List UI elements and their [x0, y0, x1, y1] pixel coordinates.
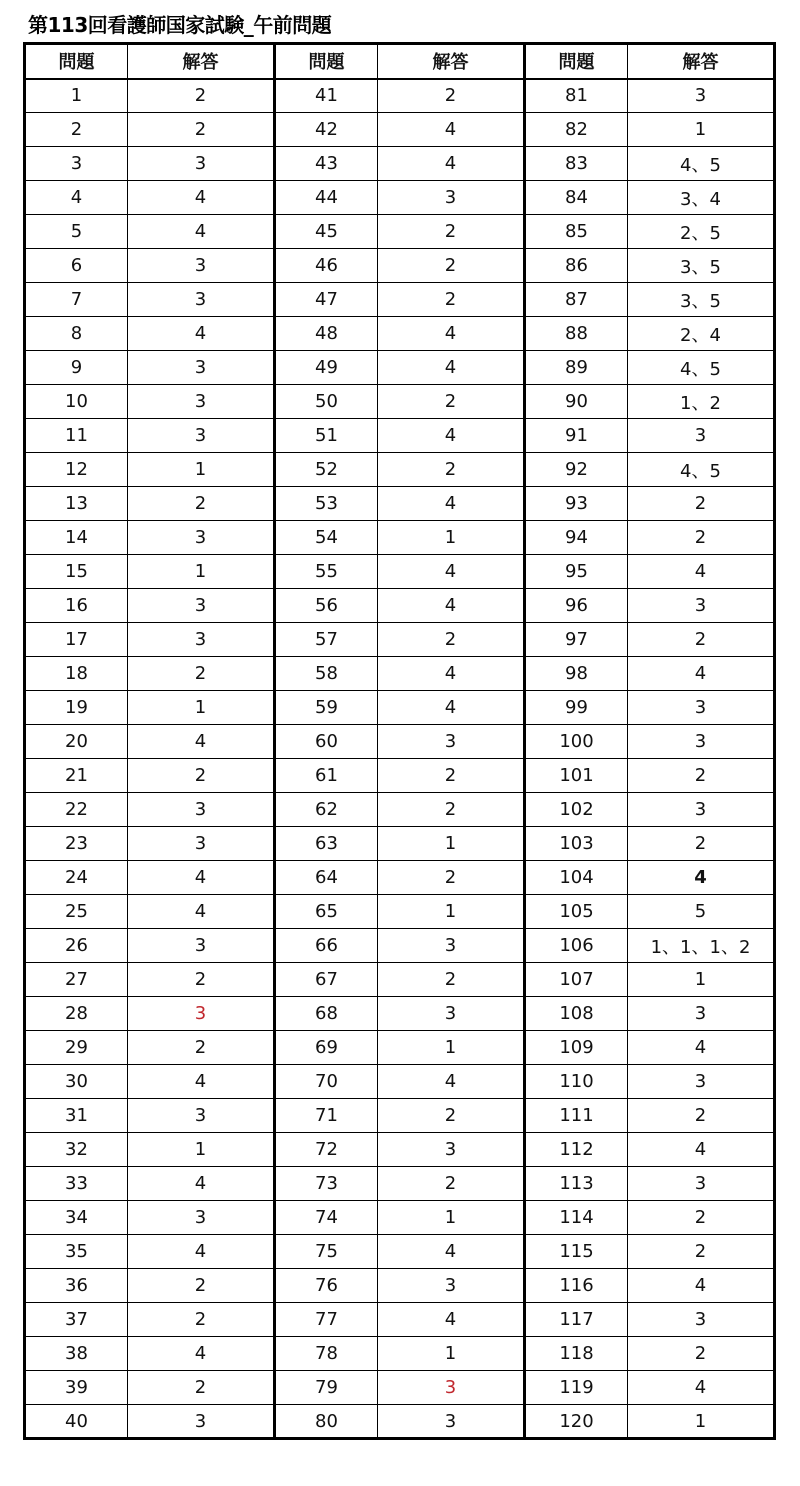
table-row: [25, 181, 775, 215]
table-row: [25, 521, 775, 555]
question-number-cell: 12: [25, 453, 128, 487]
answer-cell: 3: [378, 1405, 525, 1439]
question-number-cell: 19: [25, 691, 128, 725]
answer-cell: 4: [628, 555, 775, 589]
answer-cell: 3: [128, 1405, 275, 1439]
column-header-answer: 解答: [378, 44, 525, 79]
answer-cell: 4: [378, 419, 525, 453]
answer-cell: 2: [378, 1099, 525, 1133]
question-number-cell: 88: [525, 317, 628, 351]
question-number-cell: 102: [525, 793, 628, 827]
question-number-cell: 73: [275, 1167, 378, 1201]
question-number-cell: 3: [25, 147, 128, 181]
table-row: [25, 79, 775, 113]
answer-cell: 2: [378, 623, 525, 657]
question-number-cell: 113: [525, 1167, 628, 1201]
question-number-cell: 42: [275, 113, 378, 147]
answer-cell: 3: [378, 181, 525, 215]
question-number-cell: 36: [25, 1269, 128, 1303]
answer-cell: 3: [378, 1269, 525, 1303]
question-number-cell: 44: [275, 181, 378, 215]
answer-cell: 1: [128, 1133, 275, 1167]
question-number-cell: 75: [275, 1235, 378, 1269]
question-number-cell: 31: [25, 1099, 128, 1133]
question-number-cell: 14: [25, 521, 128, 555]
answer-cell: 3: [378, 1133, 525, 1167]
answer-cell: 3: [128, 249, 275, 283]
answer-cell: 2: [378, 793, 525, 827]
answer-cell: 2: [128, 1269, 275, 1303]
table-row: [25, 861, 775, 895]
answer-cell: 4: [128, 215, 275, 249]
answer-cell: 2: [128, 1303, 275, 1337]
answer-cell: 3: [128, 793, 275, 827]
answer-cell: 3、5: [628, 249, 775, 283]
question-number-cell: 20: [25, 725, 128, 759]
answer-cell: 2: [628, 521, 775, 555]
table-row: [25, 555, 775, 589]
table-row: [25, 1065, 775, 1099]
question-number-cell: 66: [275, 929, 378, 963]
question-number-cell: 29: [25, 1031, 128, 1065]
table-row: [25, 487, 775, 521]
answer-cell: 2、5: [628, 215, 775, 249]
table-row: [25, 113, 775, 147]
table-row: [25, 249, 775, 283]
question-number-cell: 80: [275, 1405, 378, 1439]
question-number-cell: 13: [25, 487, 128, 521]
question-number-cell: 61: [275, 759, 378, 793]
table-row: [25, 691, 775, 725]
question-number-cell: 39: [25, 1371, 128, 1405]
answer-cell: 4: [128, 895, 275, 929]
answer-cell: 2: [378, 861, 525, 895]
answer-cell: 3、4: [628, 181, 775, 215]
question-number-cell: 37: [25, 1303, 128, 1337]
answer-cell: 3: [128, 997, 275, 1031]
question-number-cell: 11: [25, 419, 128, 453]
question-number-cell: 41: [275, 79, 378, 113]
table-row: [25, 283, 775, 317]
table-row: [25, 385, 775, 419]
answer-cell: 2: [128, 79, 275, 113]
answer-cell: 3: [628, 589, 775, 623]
question-number-cell: 52: [275, 453, 378, 487]
answer-cell: 3: [378, 997, 525, 1031]
question-number-cell: 22: [25, 793, 128, 827]
answer-cell: 3、5: [628, 283, 775, 317]
answer-cell: 4: [378, 113, 525, 147]
column-header-question: 問題: [525, 44, 628, 79]
answer-cell: 4: [378, 691, 525, 725]
question-number-cell: 45: [275, 215, 378, 249]
question-number-cell: 35: [25, 1235, 128, 1269]
answer-cell: 2: [628, 1337, 775, 1371]
answer-cell: 2: [378, 1167, 525, 1201]
answer-cell: 3: [128, 385, 275, 419]
question-number-cell: 89: [525, 351, 628, 385]
question-number-cell: 72: [275, 1133, 378, 1167]
answer-cell: 1: [128, 555, 275, 589]
question-number-cell: 110: [525, 1065, 628, 1099]
answer-cell: 4: [628, 657, 775, 691]
question-number-cell: 111: [525, 1099, 628, 1133]
answer-cell: 3: [128, 1201, 275, 1235]
answer-cell: 4: [628, 1371, 775, 1405]
answer-cell: 2: [628, 759, 775, 793]
question-number-cell: 109: [525, 1031, 628, 1065]
question-number-cell: 117: [525, 1303, 628, 1337]
answer-cell: 4: [628, 861, 775, 895]
question-number-cell: 59: [275, 691, 378, 725]
column-header-question: 問題: [25, 44, 128, 79]
answer-cell: 3: [628, 1065, 775, 1099]
question-number-cell: 47: [275, 283, 378, 317]
answer-cell: 4: [378, 317, 525, 351]
answer-cell: 4: [378, 1235, 525, 1269]
question-number-cell: 74: [275, 1201, 378, 1235]
table-row: [25, 1337, 775, 1371]
table-row: [25, 317, 775, 351]
question-number-cell: 78: [275, 1337, 378, 1371]
answer-cell: 3: [628, 691, 775, 725]
question-number-cell: 68: [275, 997, 378, 1031]
question-number-cell: 92: [525, 453, 628, 487]
table-row: [25, 1371, 775, 1405]
answer-cell: 1、2: [628, 385, 775, 419]
table-row: [25, 895, 775, 929]
answer-cell: 4: [378, 657, 525, 691]
question-number-cell: 93: [525, 487, 628, 521]
table-row: [25, 623, 775, 657]
question-number-cell: 104: [525, 861, 628, 895]
answer-cell: 3: [128, 351, 275, 385]
question-number-cell: 91: [525, 419, 628, 453]
answer-cell: 2: [628, 1201, 775, 1235]
table-row: [25, 1235, 775, 1269]
answer-cell: 1: [378, 895, 525, 929]
table-row: [25, 725, 775, 759]
question-number-cell: 60: [275, 725, 378, 759]
question-number-cell: 8: [25, 317, 128, 351]
answer-cell: 4: [128, 1167, 275, 1201]
table-row: [25, 453, 775, 487]
table-row: [25, 351, 775, 385]
answer-cell: 2: [378, 215, 525, 249]
question-number-cell: 7: [25, 283, 128, 317]
answer-cell: 4: [628, 1031, 775, 1065]
answer-cell: 1: [128, 453, 275, 487]
table-row: [25, 1099, 775, 1133]
question-number-cell: 16: [25, 589, 128, 623]
question-number-cell: 49: [275, 351, 378, 385]
answer-cell: 2: [378, 759, 525, 793]
answer-cell: 2: [628, 1235, 775, 1269]
answer-cell: 2: [128, 487, 275, 521]
answer-cell: 1: [628, 963, 775, 997]
answer-cell: 1: [378, 521, 525, 555]
question-number-cell: 24: [25, 861, 128, 895]
question-number-cell: 69: [275, 1031, 378, 1065]
question-number-cell: 112: [525, 1133, 628, 1167]
question-number-cell: 107: [525, 963, 628, 997]
question-number-cell: 70: [275, 1065, 378, 1099]
answer-cell: 4: [128, 861, 275, 895]
answer-cell: 2: [128, 657, 275, 691]
answer-cell: 4: [128, 1337, 275, 1371]
answer-cell: 4、5: [628, 351, 775, 385]
question-number-cell: 53: [275, 487, 378, 521]
table-body: [25, 79, 775, 1439]
question-number-cell: 30: [25, 1065, 128, 1099]
table-row: [25, 759, 775, 793]
answer-cell: 3: [378, 1371, 525, 1405]
answer-cell: 1: [628, 113, 775, 147]
question-number-cell: 50: [275, 385, 378, 419]
question-number-cell: 32: [25, 1133, 128, 1167]
question-number-cell: 26: [25, 929, 128, 963]
page-title: 第113回看護師国家試験_午前問題: [28, 13, 332, 37]
answer-cell: 2: [128, 113, 275, 147]
question-number-cell: 106: [525, 929, 628, 963]
question-number-cell: 98: [525, 657, 628, 691]
answer-cell: 4: [128, 1235, 275, 1269]
question-number-cell: 58: [275, 657, 378, 691]
question-number-cell: 84: [525, 181, 628, 215]
answer-cell: 2: [128, 759, 275, 793]
answer-cell: 2: [128, 963, 275, 997]
table-row: [25, 657, 775, 691]
question-number-cell: 115: [525, 1235, 628, 1269]
question-number-cell: 101: [525, 759, 628, 793]
answer-cell: 2: [378, 283, 525, 317]
question-number-cell: 120: [525, 1405, 628, 1439]
answer-cell: 2: [128, 1371, 275, 1405]
table-header-row: [25, 44, 775, 79]
question-number-cell: 33: [25, 1167, 128, 1201]
table-row: [25, 827, 775, 861]
answer-cell: 1: [378, 1031, 525, 1065]
answer-cell: 4、5: [628, 453, 775, 487]
answer-cell: 3: [628, 1167, 775, 1201]
answer-cell: 1: [628, 1405, 775, 1439]
answer-cell: 4: [378, 589, 525, 623]
question-number-cell: 40: [25, 1405, 128, 1439]
question-number-cell: 1: [25, 79, 128, 113]
answer-cell: 2: [628, 827, 775, 861]
question-number-cell: 10: [25, 385, 128, 419]
answer-cell: 3: [128, 827, 275, 861]
table-row: [25, 997, 775, 1031]
answer-table: [23, 42, 776, 1440]
question-number-cell: 79: [275, 1371, 378, 1405]
question-number-cell: 76: [275, 1269, 378, 1303]
answer-cell: 1: [378, 827, 525, 861]
question-number-cell: 15: [25, 555, 128, 589]
answer-cell: 1: [378, 1201, 525, 1235]
answer-cell: 4: [128, 181, 275, 215]
table-row: [25, 793, 775, 827]
question-number-cell: 64: [275, 861, 378, 895]
answer-cell: 3: [128, 521, 275, 555]
column-header-question: 問題: [275, 44, 378, 79]
answer-cell: 2: [378, 79, 525, 113]
answer-cell: 1: [128, 691, 275, 725]
question-number-cell: 81: [525, 79, 628, 113]
question-number-cell: 55: [275, 555, 378, 589]
question-number-cell: 118: [525, 1337, 628, 1371]
answer-cell: 2、4: [628, 317, 775, 351]
question-number-cell: 103: [525, 827, 628, 861]
answer-cell: 3: [378, 725, 525, 759]
answer-cell: 4: [128, 1065, 275, 1099]
answer-cell: 2: [628, 487, 775, 521]
question-number-cell: 48: [275, 317, 378, 351]
question-number-cell: 2: [25, 113, 128, 147]
question-number-cell: 96: [525, 589, 628, 623]
question-number-cell: 46: [275, 249, 378, 283]
question-number-cell: 119: [525, 1371, 628, 1405]
answer-cell: 3: [128, 623, 275, 657]
answer-cell: 4: [128, 317, 275, 351]
question-number-cell: 85: [525, 215, 628, 249]
table-row: [25, 419, 775, 453]
table-row: [25, 1133, 775, 1167]
answer-cell: 4、5: [628, 147, 775, 181]
question-number-cell: 54: [275, 521, 378, 555]
answer-cell: 4: [378, 487, 525, 521]
question-number-cell: 99: [525, 691, 628, 725]
answer-cell: 1、1、1、2: [628, 929, 775, 963]
answer-cell: 3: [128, 147, 275, 181]
answer-cell: 1: [378, 1337, 525, 1371]
question-number-cell: 94: [525, 521, 628, 555]
answer-cell: 4: [378, 351, 525, 385]
answer-cell: 3: [128, 929, 275, 963]
question-number-cell: 90: [525, 385, 628, 419]
question-number-cell: 67: [275, 963, 378, 997]
answer-cell: 4: [628, 1133, 775, 1167]
answer-cell: 3: [128, 1099, 275, 1133]
question-number-cell: 57: [275, 623, 378, 657]
answer-cell: 3: [628, 997, 775, 1031]
answer-cell: 3: [378, 929, 525, 963]
question-number-cell: 63: [275, 827, 378, 861]
question-number-cell: 114: [525, 1201, 628, 1235]
answer-cell: 3: [628, 725, 775, 759]
table-row: [25, 963, 775, 997]
question-number-cell: 95: [525, 555, 628, 589]
question-number-cell: 25: [25, 895, 128, 929]
answer-cell: 3: [128, 589, 275, 623]
column-header-answer: 解答: [628, 44, 775, 79]
question-number-cell: 43: [275, 147, 378, 181]
question-number-cell: 108: [525, 997, 628, 1031]
question-number-cell: 5: [25, 215, 128, 249]
question-number-cell: 4: [25, 181, 128, 215]
question-number-cell: 27: [25, 963, 128, 997]
table-row: [25, 1201, 775, 1235]
table-row: [25, 1405, 775, 1439]
question-number-cell: 21: [25, 759, 128, 793]
question-number-cell: 17: [25, 623, 128, 657]
question-number-cell: 82: [525, 113, 628, 147]
question-number-cell: 86: [525, 249, 628, 283]
question-number-cell: 56: [275, 589, 378, 623]
question-number-cell: 77: [275, 1303, 378, 1337]
answer-cell: 2: [378, 385, 525, 419]
answer-cell: 4: [378, 1065, 525, 1099]
answer-cell: 4: [378, 1303, 525, 1337]
column-header-answer: 解答: [128, 44, 275, 79]
question-number-cell: 18: [25, 657, 128, 691]
answer-cell: 2: [628, 623, 775, 657]
question-number-cell: 87: [525, 283, 628, 317]
answer-cell: 2: [128, 1031, 275, 1065]
table-row: [25, 1167, 775, 1201]
question-number-cell: 23: [25, 827, 128, 861]
answer-cell: 3: [128, 283, 275, 317]
answer-cell: 2: [378, 453, 525, 487]
question-number-cell: 38: [25, 1337, 128, 1371]
answer-cell: 3: [128, 419, 275, 453]
question-number-cell: 28: [25, 997, 128, 1031]
answer-cell: 4: [628, 1269, 775, 1303]
answer-cell: 3: [628, 1303, 775, 1337]
answer-cell: 2: [378, 249, 525, 283]
question-number-cell: 6: [25, 249, 128, 283]
answer-cell: 3: [628, 79, 775, 113]
table-row: [25, 147, 775, 181]
question-number-cell: 34: [25, 1201, 128, 1235]
question-number-cell: 116: [525, 1269, 628, 1303]
table-row: [25, 215, 775, 249]
answer-cell: 2: [628, 1099, 775, 1133]
question-number-cell: 51: [275, 419, 378, 453]
answer-cell: 4: [378, 147, 525, 181]
question-number-cell: 105: [525, 895, 628, 929]
answer-cell: 5: [628, 895, 775, 929]
table-row: [25, 1303, 775, 1337]
answer-cell: 3: [628, 793, 775, 827]
table-row: [25, 929, 775, 963]
answer-cell: 4: [378, 555, 525, 589]
question-number-cell: 97: [525, 623, 628, 657]
answer-cell: 2: [378, 963, 525, 997]
question-number-cell: 71: [275, 1099, 378, 1133]
question-number-cell: 83: [525, 147, 628, 181]
question-number-cell: 62: [275, 793, 378, 827]
table-row: [25, 1269, 775, 1303]
table-row: [25, 1031, 775, 1065]
answer-cell: 3: [628, 419, 775, 453]
question-number-cell: 100: [525, 725, 628, 759]
answer-cell: 4: [128, 725, 275, 759]
question-number-cell: 65: [275, 895, 378, 929]
table-row: [25, 589, 775, 623]
question-number-cell: 9: [25, 351, 128, 385]
